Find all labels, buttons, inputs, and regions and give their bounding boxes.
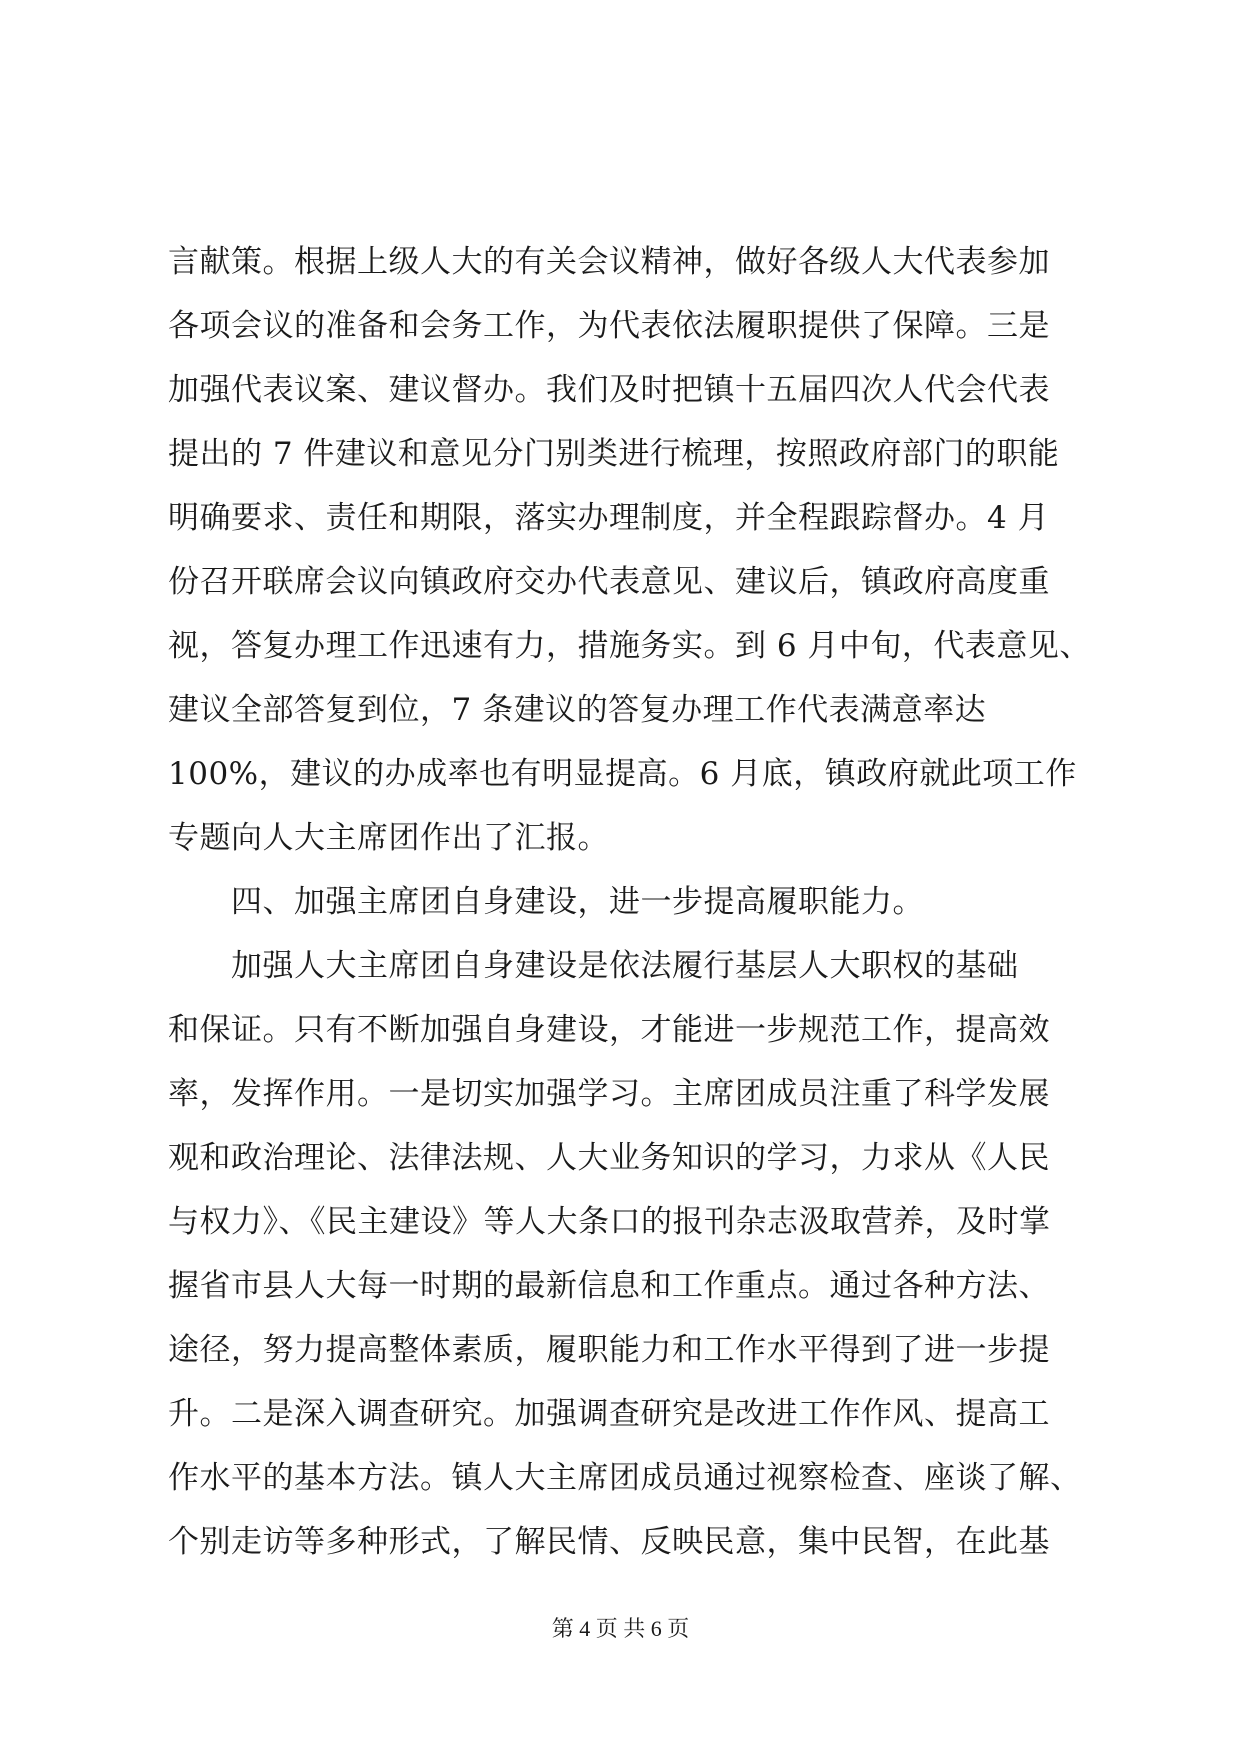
text-line: 和保证。只有不断加强自身建设，才能进一步规范工作，提高效 [168, 1012, 1050, 1048]
text-line: 100%，建议的办成率也有明显提高。6 月底，镇政府就此项工作 [168, 756, 1077, 792]
text-line: 观和政治理论、法律法规、人大业务知识的学习，力求从《人民 [168, 1140, 1050, 1176]
text-line: 各项会议的准备和会务工作，为代表依法履职提供了保障。三是 [168, 308, 1050, 344]
section-heading: 四、加强主席团自身建设，进一步提高履职能力。 [168, 884, 924, 920]
text-line: 份召开联席会议向镇政府交办代表意见、建议后，镇政府高度重 [168, 564, 1050, 600]
text-line: 明确要求、责任和期限，落实办理制度，并全程跟踪督办。4 月 [168, 500, 1050, 536]
text-line: 途径，努力提高整体素质，履职能力和工作水平得到了进一步提 [168, 1332, 1050, 1368]
text-line: 提出的 7 件建议和意见分门别类进行梳理，按照政府部门的职能 [168, 436, 1060, 472]
text-line: 率，发挥作用。一是切实加强学习。主席团成员注重了科学发展 [168, 1076, 1050, 1112]
text-line: 加强人大主席团自身建设是依法履行基层人大职权的基础 [168, 948, 1019, 984]
text-line: 与权力》、《民主建设》等人大条口的报刊杂志汲取营养，及时掌 [168, 1204, 1051, 1240]
text-line: 握省市县人大每一时期的最新信息和工作重点。通过各种方法、 [168, 1268, 1050, 1304]
text-line: 专题向人大主席团作出了汇报。 [168, 820, 609, 856]
text-line: 升。二是深入调查研究。加强调查研究是改进工作作风、提高工 [168, 1396, 1050, 1432]
text-line: 个别走访等多种形式，了解民情、反映民意，集中民智，在此基 [168, 1524, 1050, 1560]
page-number-footer: 第 4 页 共 6 页 [551, 1616, 690, 1641]
body-text [168, 230, 1091, 1574]
text-line: 建议全部答复到位，7 条建议的答复办理工作代表满意率达 [168, 692, 987, 728]
text-line: 加强代表议案、建议督办。我们及时把镇十五届四次人代会代表 [168, 372, 1050, 408]
text-line: 言献策。根据上级人大的有关会议精神，做好各级人大代表参加 [168, 244, 1050, 280]
text-line: 视，答复办理工作迅速有力，措施务实。到 6 月中旬，代表意见、 [168, 628, 1091, 664]
text-line: 作水平的基本方法。镇人大主席团成员通过视察检查、座谈了解、 [168, 1460, 1082, 1496]
